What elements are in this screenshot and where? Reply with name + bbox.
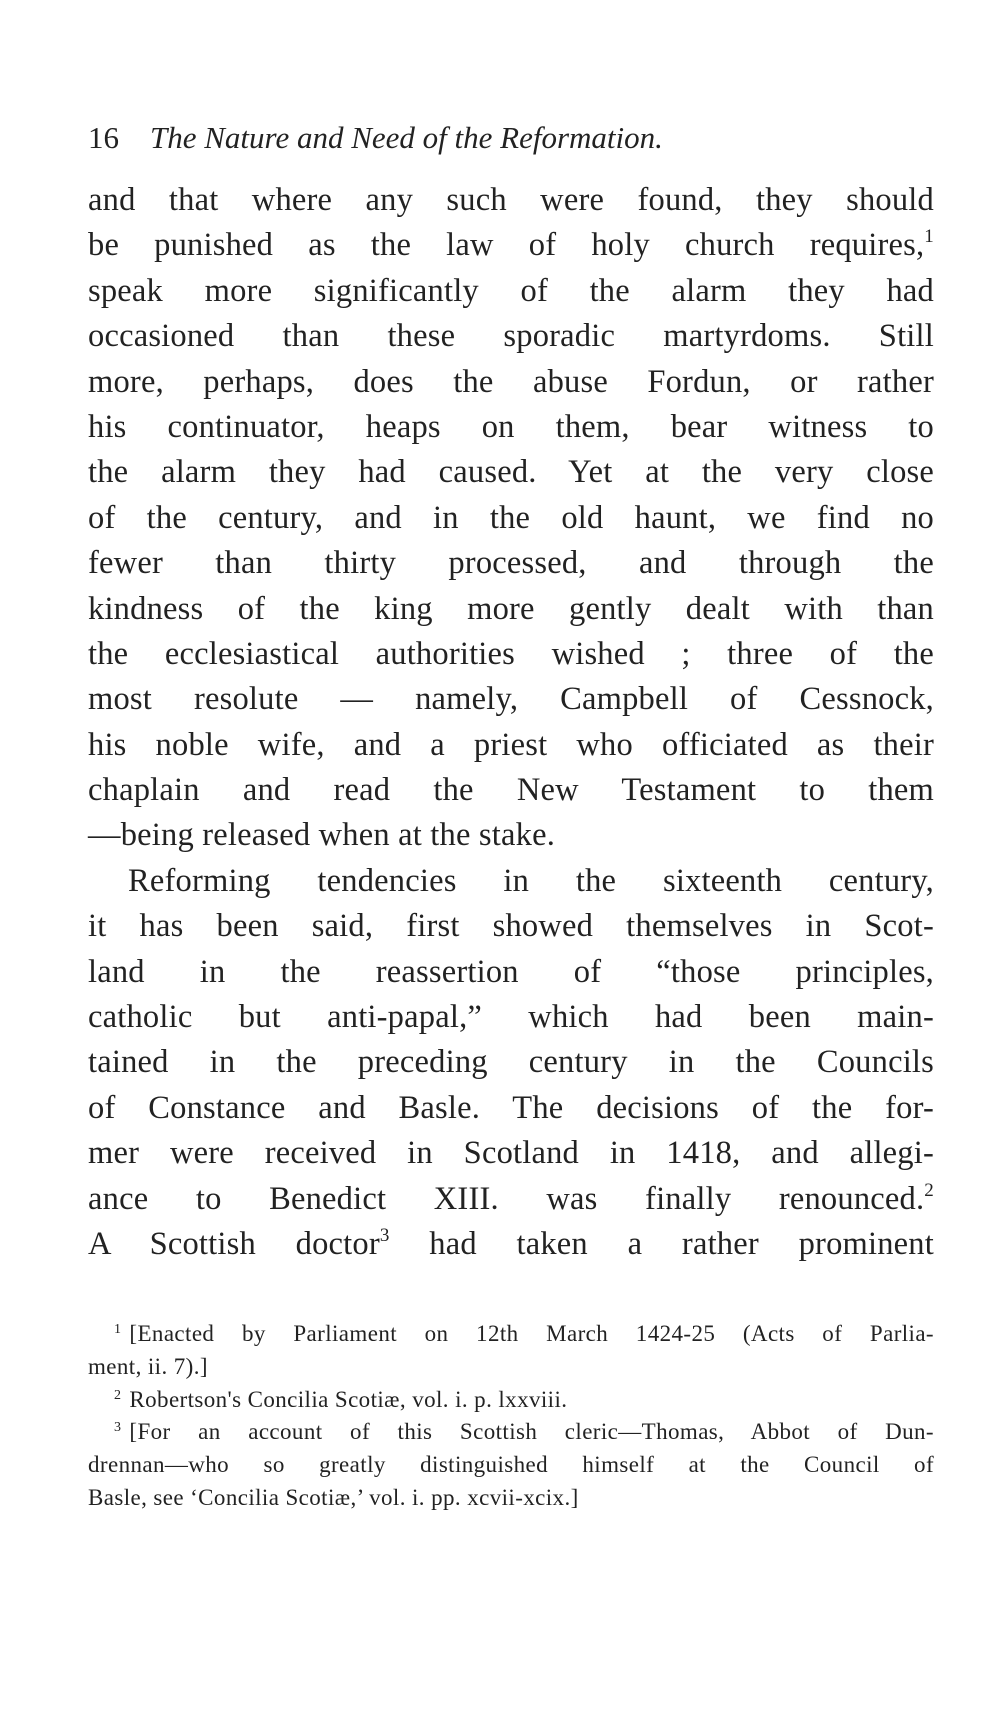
text-line: be punished as the law of holy church requires,$^1$ — [88, 226, 934, 264]
text-line: and that where any such were found, they should — [88, 182, 934, 218]
text-line: land in the reassertion of “those principles, — [88, 953, 934, 990]
footnote-line: $^1$ [Enacted by Parliament on 12th March 1424-25 (Acts of Parlia- — [114, 1321, 934, 1346]
footnote-line: ment, ii. 7).] — [88, 1353, 208, 1379]
text-line: tained in the preceding century in the Councils — [88, 1044, 934, 1081]
text-line: Reforming tendencies in the sixteenth century, — [128, 862, 934, 899]
footnotes — [88, 1318, 934, 1515]
text-line: his noble wife, and a priest who officiated as their — [88, 726, 934, 763]
text-line: kindness of the king more gently dealt with than — [88, 590, 934, 627]
text-line: of Constance and Basle. The decisions of the for- — [88, 1089, 934, 1126]
text-line: of the century, and in the old haunt, we find no — [88, 499, 934, 536]
text-line: catholic but anti-papal,” which had been main- — [88, 999, 934, 1036]
footnote-line: $^2$ Robertson's Concilia Scotiæ, vol. i. p. lxxviii. — [114, 1386, 568, 1412]
text-line: ance to Benedict XIII. was finally renounced.$^2$ — [88, 1179, 934, 1217]
footnote-mark: 3 — [114, 1420, 122, 1436]
text-line: —being released when at the stake. — [88, 817, 556, 854]
text-line: fewer than thirty processed, and through the — [88, 545, 934, 582]
footnote-mark: 1 — [114, 1322, 122, 1337]
text-line: the alarm they had caused. Yet at the very close — [88, 454, 934, 491]
text-line: A Scottish doctor$^3$ had taken a rather prominent — [88, 1224, 934, 1262]
body-text — [88, 178, 934, 1267]
running-title: The Nature and Need of the Reformation. — [150, 120, 663, 155]
footnote-reference: 2 — [924, 1179, 934, 1201]
text-line: his continuator, heaps on them, bear witness to — [88, 408, 934, 445]
page-number: 16 — [88, 120, 119, 155]
footnote-mark: 2 — [114, 1387, 122, 1403]
text-line: more, perhaps, does the abuse Fordun, or rather — [88, 363, 934, 400]
text-line: the ecclesiastical authorities wished ; three of the — [88, 635, 934, 672]
footnote-line: drennan—who so greatly distinguished himself at the Council of — [88, 1452, 934, 1478]
text-line: speak more significantly of the alarm they had — [88, 272, 934, 309]
text-line: occasioned than these sporadic martyrdoms. Still — [88, 318, 934, 355]
footnote-reference: 3 — [379, 1224, 390, 1246]
footnote-reference: 1 — [924, 226, 934, 248]
text-line: chaplain and read the New Testament to them — [88, 772, 934, 809]
footnote-line: $^3$ [For an account of this Scottish cleric—Thomas, Abbot of Dun- — [114, 1419, 934, 1445]
text-line: it has been said, first showed themselves in Scot- — [88, 908, 934, 945]
running-head — [88, 118, 928, 158]
text-line: mer were received in Scotland in 1418, and allegi- — [88, 1135, 934, 1172]
footnote-line: Basle, see ‘Concilia Scotiæ,’ vol. i. pp. xcvii-xcix.] — [88, 1484, 579, 1510]
text-line: most resolute — namely, Campbell of Cessnock, — [88, 681, 934, 718]
